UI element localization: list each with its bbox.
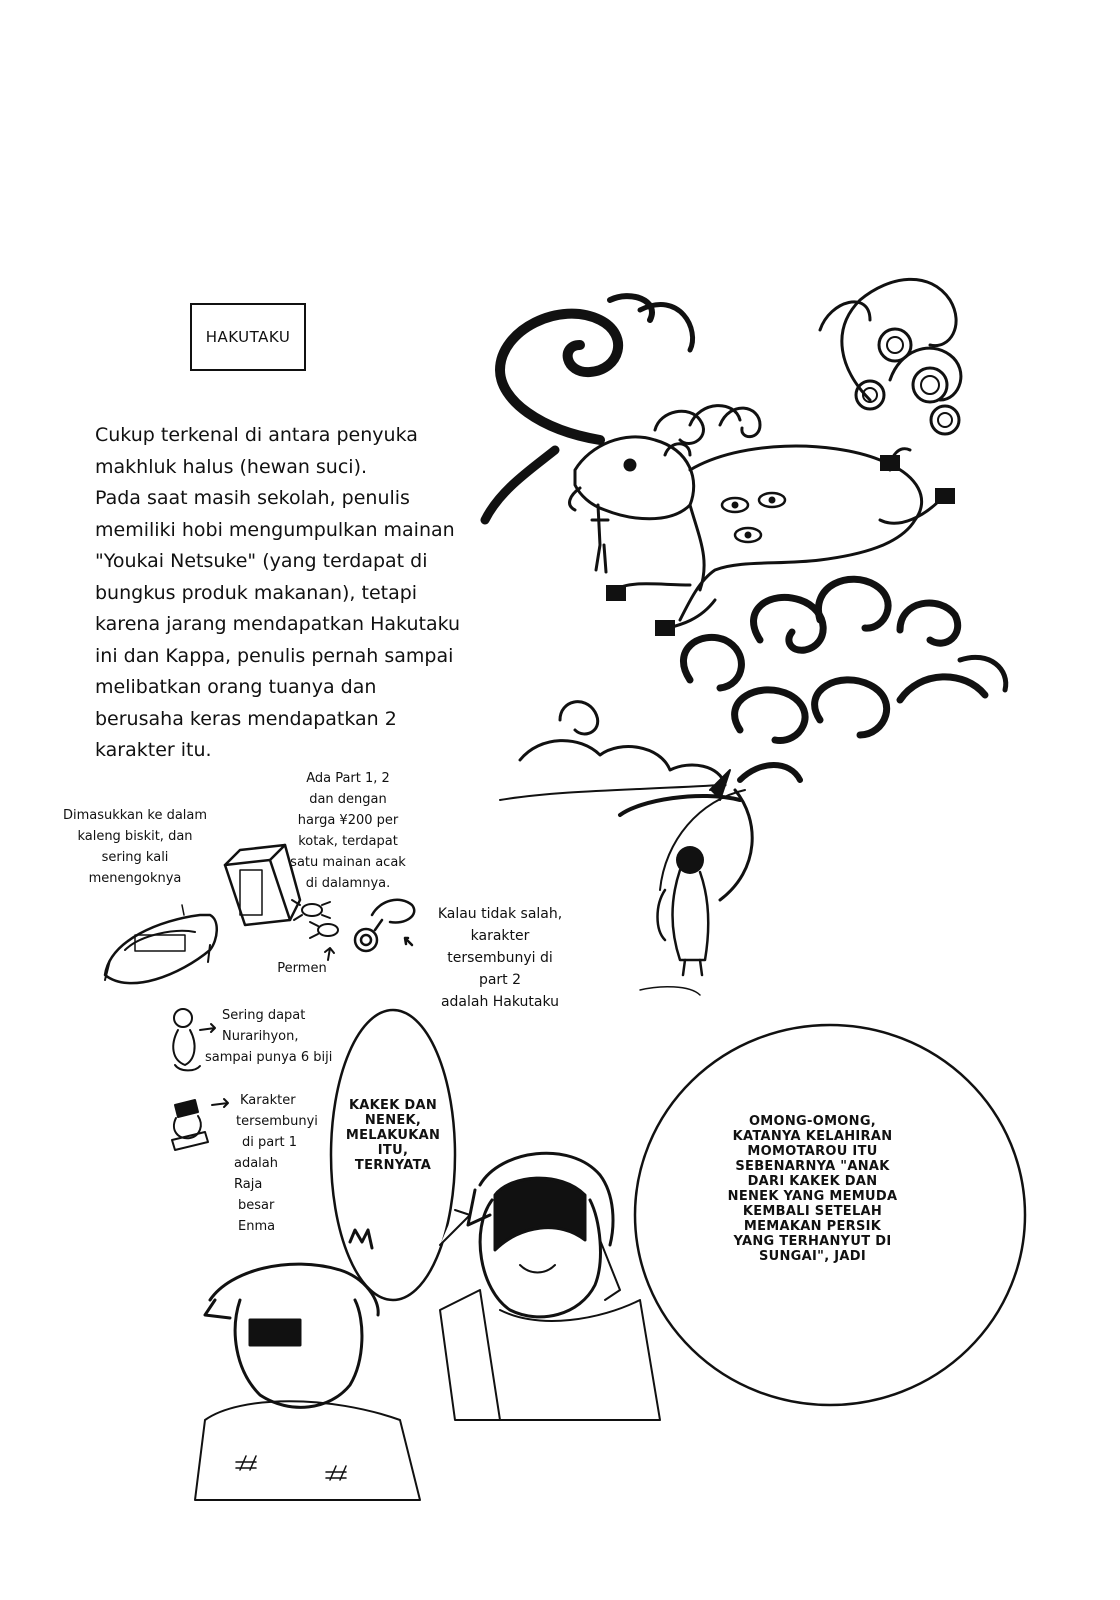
note-line: satu mainan acak xyxy=(290,855,406,870)
note-line: kotak, terdapat xyxy=(298,834,398,849)
intro-line: bungkus produk makanan), tetapi xyxy=(95,581,418,604)
candy-illustration xyxy=(292,900,338,960)
intro-line: karena jarang mendapatkan Hakutaku xyxy=(95,613,461,635)
bubble-line: YANG TERHANYUT DI xyxy=(733,1234,892,1249)
bubble-line: MEMAKAN PERSIK xyxy=(743,1219,882,1234)
note-hidden-part1 xyxy=(228,1090,318,1237)
note-biscuit xyxy=(55,805,215,889)
bubble-line: TERNYATA xyxy=(354,1158,432,1173)
bubble-line: NENEK YANG MEMUDA xyxy=(727,1189,898,1204)
note-line: di part 1 xyxy=(242,1135,298,1150)
intro-line: berusaha keras mendapatkan 2 xyxy=(95,707,397,730)
note-line: Permen xyxy=(277,961,327,976)
intro-line: "Youkai Netsuke" (yang terdapat di xyxy=(95,550,428,572)
hakutaku-illustration xyxy=(485,279,961,636)
bubble-line: NENEK, xyxy=(364,1113,422,1128)
bubble-line: SEBENARNYA "ANAK xyxy=(735,1159,890,1174)
bubble-line: OMONG-OMONG, xyxy=(748,1114,877,1129)
note-line: menengoknya xyxy=(88,871,182,886)
archer-illustration xyxy=(620,770,752,995)
note-line: karakter xyxy=(470,928,530,944)
note-line: part 2 xyxy=(478,972,522,988)
intro-line: melibatkan orang tuanya dan xyxy=(95,676,377,698)
note-line: tersembunyi di xyxy=(447,950,553,966)
cloud-swirls xyxy=(500,579,1006,800)
note-candy xyxy=(272,958,332,979)
intro-line: memiliki hobi mengumpulkan mainan xyxy=(95,518,455,541)
note-line: Kalau tidak salah, xyxy=(437,906,563,922)
note-line: sampai punya 6 biji xyxy=(205,1050,333,1065)
bubble-line: SUNGAI", JADI xyxy=(758,1249,867,1264)
speech-bubble-right-text xyxy=(725,1114,900,1264)
note-line: Ada Part 1, 2 xyxy=(306,771,390,786)
bubble-line: MELAKUKAN xyxy=(345,1128,441,1143)
bubble-line: KAKEK DAN xyxy=(348,1098,438,1113)
note-nurarihyon xyxy=(200,1005,340,1068)
bubble-line: DARI KAKEK DAN xyxy=(747,1174,878,1189)
intro-line: makhluk halus (hewan suci). xyxy=(95,455,368,478)
bubble-line: MOMOTAROU ITU xyxy=(747,1144,878,1159)
bubble-line: ITU, xyxy=(377,1143,409,1158)
title-text: HAKUTAKU xyxy=(205,328,291,346)
note-line: tersembunyi xyxy=(236,1114,318,1129)
note-line: sering kali xyxy=(101,850,169,865)
intro-line: Pada saat masih sekolah, penulis xyxy=(95,487,410,509)
note-line: adalah Hakutaku xyxy=(440,994,560,1010)
note-hidden-part2 xyxy=(420,903,580,1013)
note-line: Sering dapat xyxy=(222,1008,306,1023)
grandpa-character-illustration xyxy=(195,1230,420,1500)
note-line: kaleng biskit, dan xyxy=(77,829,193,844)
note-line: Dimasukkan ke dalam xyxy=(62,808,208,823)
biscuit-tin-illustration xyxy=(105,905,217,983)
note-line: Karakter xyxy=(240,1093,296,1108)
note-line: di dalamnya. xyxy=(305,876,391,891)
intro-line: Cukup terkenal di antara penyuka xyxy=(95,424,418,446)
intro-line: ini dan Kappa, penulis pernah sampai xyxy=(95,644,454,667)
note-line: adalah Raja xyxy=(234,1156,279,1192)
bubble-line: KATANYA KELAHIRAN xyxy=(732,1129,893,1144)
note-line: harga ¥200 per xyxy=(297,813,399,828)
intro-line: karakter itu. xyxy=(95,739,212,761)
note-line: Nurarihyon, xyxy=(222,1029,299,1044)
bubble-line: KEMBALI SETELAH xyxy=(742,1204,883,1219)
netsuke-figure-illustration xyxy=(355,900,414,951)
speech-bubble-left-text xyxy=(338,1098,448,1173)
note-line: besar Enma xyxy=(238,1198,276,1234)
grandma-character-illustration xyxy=(440,1153,660,1420)
note-line: dan dengan xyxy=(309,792,387,807)
note-parts xyxy=(283,768,413,894)
enma-figure-illustration xyxy=(172,1099,228,1150)
